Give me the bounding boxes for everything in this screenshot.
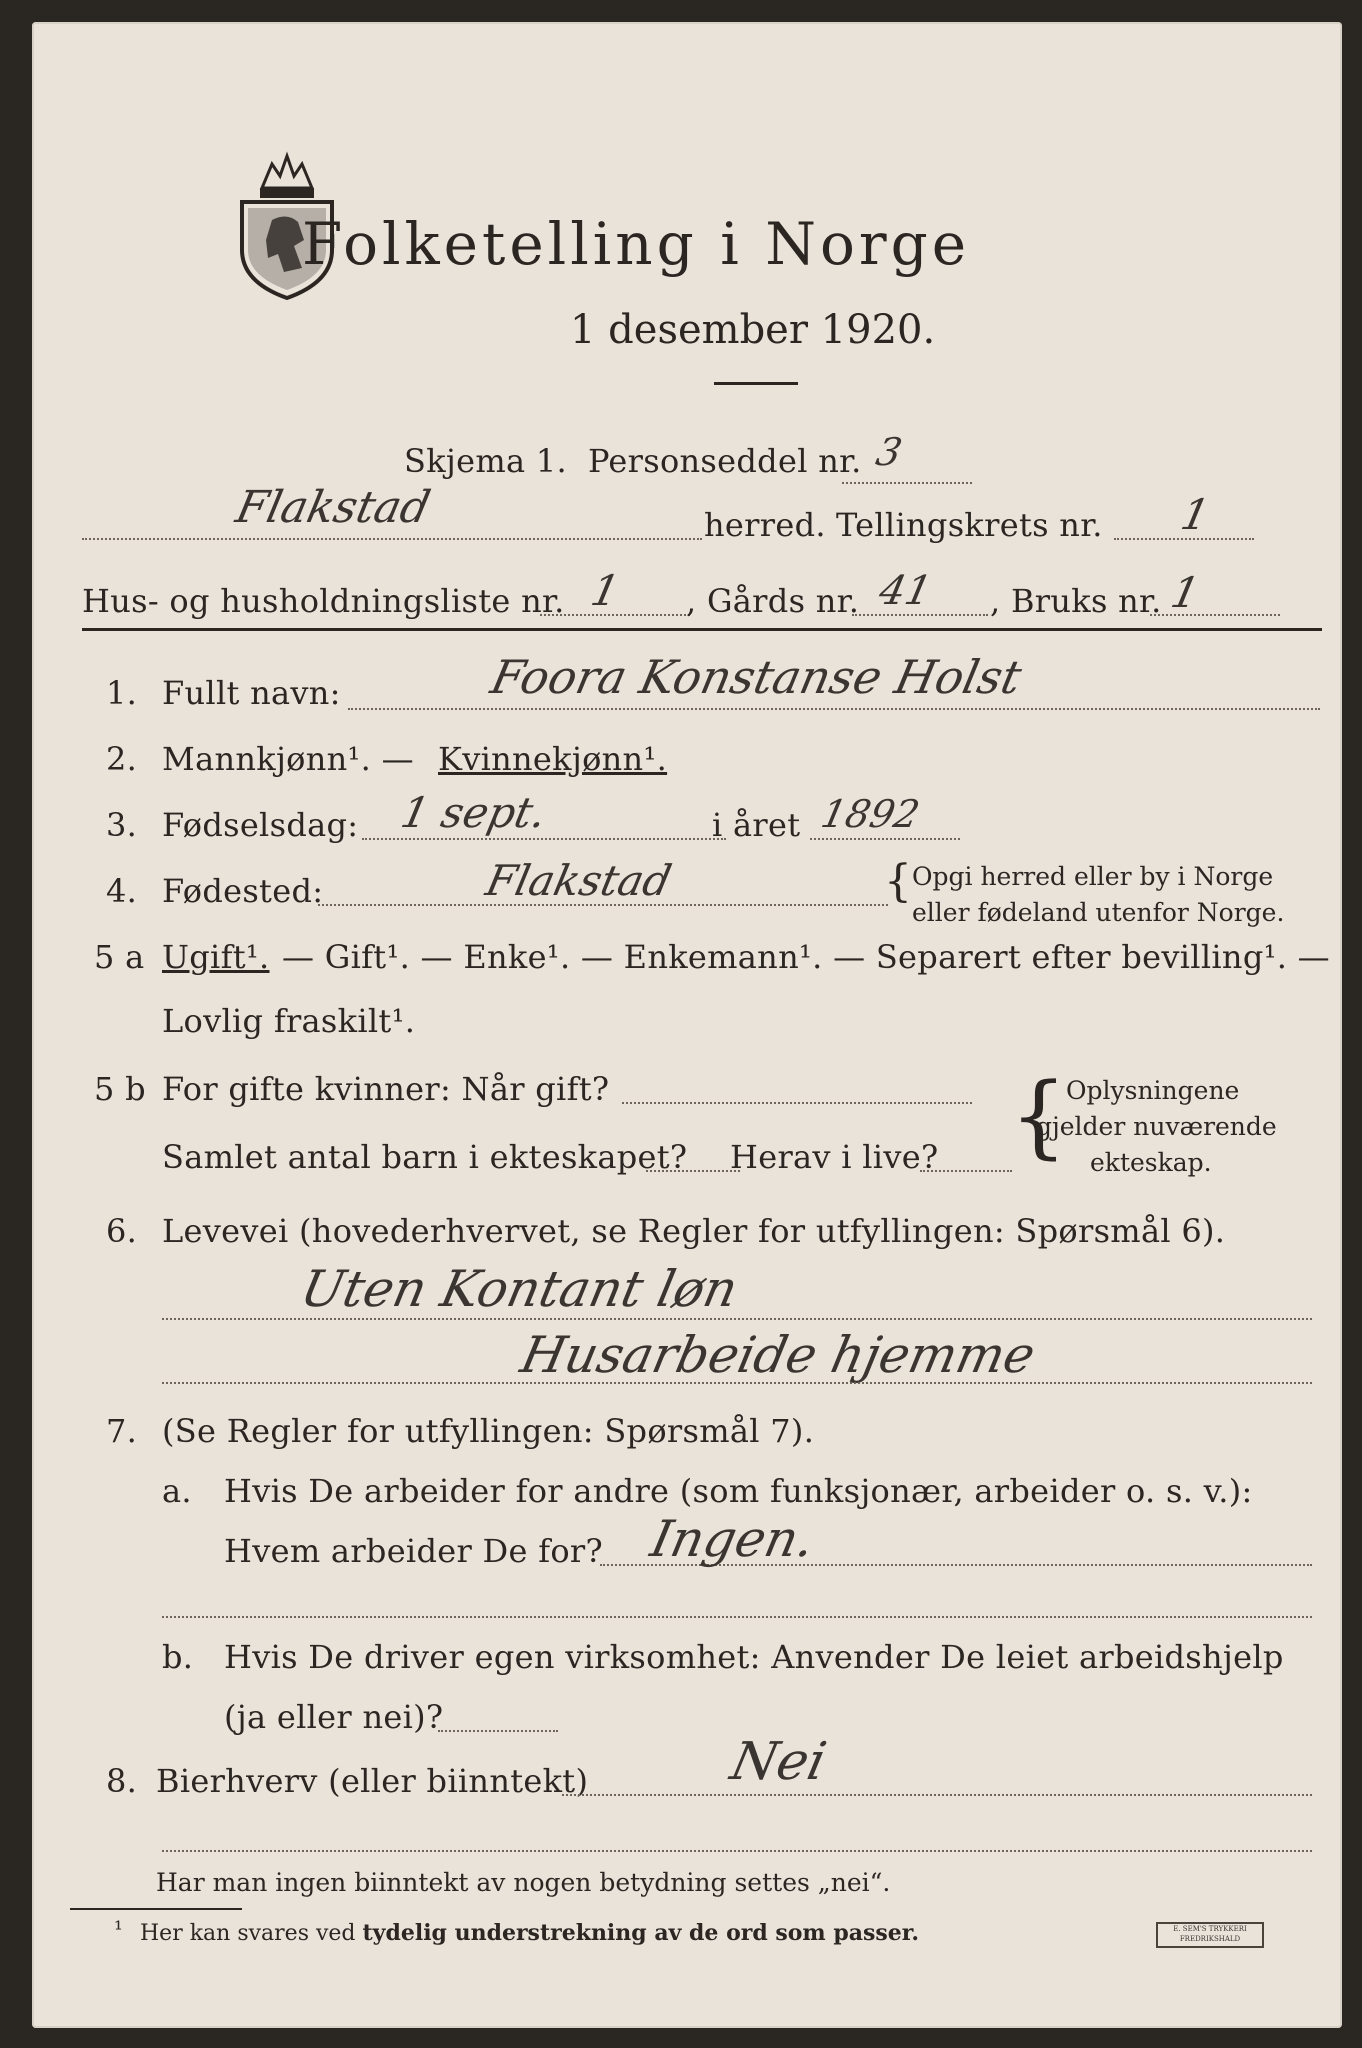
- marital-options[interactable]: — Gift¹. — Enke¹. — Enkemann¹. — Separert efter bevilling¹. —: [282, 938, 1330, 976]
- tellingskrets-label: Tellingskrets nr.: [836, 506, 1103, 544]
- occupation-value-line1: Uten Kontant løn: [295, 1260, 743, 1318]
- printer-stamp: E. SEM'S TRYKKERI FREDRIKSHALD: [1156, 1922, 1264, 1948]
- q5b-married-label: For gifte kvinner: Når gift?: [162, 1070, 610, 1108]
- side-income-field[interactable]: [562, 1794, 1312, 1796]
- q5b-note-line2: gjelder nuværende: [1036, 1112, 1277, 1141]
- children-label: Samlet antal barn i ekteskapet?: [162, 1138, 688, 1176]
- skjema-label: Skjema 1.: [404, 442, 567, 480]
- q7a-letter: a.: [162, 1472, 192, 1510]
- footnote-rule: [70, 1908, 242, 1910]
- herred-value: Flakstad: [231, 482, 435, 533]
- married-date-field[interactable]: [622, 1102, 972, 1104]
- occupation-value-line2: Husarbeide hjemme: [515, 1326, 1041, 1384]
- unmarried-option[interactable]: Ugift¹.: [162, 938, 270, 976]
- q5b-note-line3: ekteskap.: [1090, 1148, 1212, 1177]
- q6-label: Levevei (hovederhvervet, se Regler for utfyllingen: Spørsmål 6).: [162, 1212, 1226, 1250]
- q4-label: Fødested:: [162, 872, 324, 910]
- q7b-line1: Hvis De driver egen virksomhet: Anvender De leiet arbeidshjelp: [224, 1638, 1284, 1676]
- footer-note: Har man ingen biinntekt av nogen betydning settes „nei“.: [156, 1868, 891, 1897]
- q4-brace: {: [884, 856, 912, 907]
- herred-field[interactable]: [82, 538, 702, 540]
- q4-note-line2: eller fødeland utenfor Norge.: [912, 898, 1285, 927]
- q3-number: 3.: [106, 806, 138, 844]
- year-label: i året: [712, 806, 801, 844]
- q7b-letter: b.: [162, 1638, 194, 1676]
- q4-note-line1: Opgi herred eller by i Norge: [912, 862, 1274, 891]
- q1-number: 1.: [106, 674, 138, 712]
- q8-label: Bierhverv (eller biinntekt): [156, 1762, 589, 1800]
- female-option[interactable]: Kvinnekjønn¹.: [438, 740, 668, 778]
- q7b-line2: (ja eller nei)?: [224, 1698, 444, 1736]
- birth-year-field[interactable]: [810, 838, 960, 840]
- gards-value: 41: [875, 568, 936, 614]
- q8-number: 8.: [106, 1762, 138, 1800]
- tellingskrets-value: 1: [1176, 490, 1214, 539]
- q4-number: 4.: [106, 872, 138, 910]
- alive-field[interactable]: [920, 1170, 1012, 1172]
- q7a-line1: Hvis De arbeider for andre (som funksjonær, arbeider o. s. v.):: [224, 1472, 1253, 1510]
- census-form-page: [32, 22, 1342, 2028]
- q1-label: Fullt navn:: [162, 674, 341, 712]
- hus-label: Hus- og husholdningsliste nr.: [82, 582, 565, 620]
- employer-value: Ingen.: [645, 1510, 820, 1568]
- birthplace-value: Flakstad: [481, 856, 676, 905]
- occupation-field-line1[interactable]: [162, 1318, 1312, 1320]
- footnote-mark: ¹: [114, 1918, 123, 1943]
- q7a-line2: Hvem arbeider De for?: [224, 1532, 603, 1570]
- footnote-text-a: Her kan svares ved: [140, 1921, 356, 1946]
- divorced-option[interactable]: Lovlig fraskilt¹.: [162, 1002, 416, 1040]
- gards-label: , Gårds nr.: [686, 582, 860, 620]
- employer-field-line2[interactable]: [162, 1616, 1312, 1618]
- full-name-value: Foora Konstanse Holst: [486, 650, 1027, 704]
- hus-field[interactable]: [540, 614, 690, 616]
- full-name-field[interactable]: [348, 708, 1320, 710]
- bruks-value: 1: [1166, 568, 1204, 617]
- bruks-label: , Bruks nr.: [990, 582, 1162, 620]
- side-income-value: Nei: [725, 1732, 832, 1792]
- male-option[interactable]: Mannkjønn¹. —: [162, 740, 414, 778]
- q5b-note-line1: Oplysningene: [1066, 1076, 1240, 1105]
- q7-label: (Se Regler for utfyllingen: Spørsmål 7).: [162, 1412, 815, 1450]
- q3-label: Fødselsdag:: [162, 806, 359, 844]
- birth-year-value: 1892: [817, 792, 924, 836]
- q7-number: 7.: [106, 1412, 138, 1450]
- personseddel-value: 3: [872, 430, 906, 474]
- q5b-number: 5 b: [94, 1070, 146, 1108]
- gards-field[interactable]: [852, 614, 988, 616]
- hired-help-field[interactable]: [438, 1730, 558, 1732]
- personseddel-label: Personseddel nr.: [588, 442, 862, 480]
- q5b-brace: {: [1010, 1064, 1068, 1169]
- hus-value: 1: [586, 566, 624, 615]
- children-field[interactable]: [646, 1170, 740, 1172]
- occupation-field-line2[interactable]: [162, 1382, 1312, 1384]
- personseddel-field[interactable]: [842, 482, 972, 484]
- page-title: Folketelling i Norge: [302, 210, 971, 278]
- census-date: 1 desember 1920.: [570, 307, 936, 353]
- birthday-field[interactable]: [362, 838, 726, 840]
- birthday-value: 1 sept.: [396, 788, 551, 837]
- herred-label: herred.: [704, 506, 826, 544]
- title-divider: [714, 382, 798, 385]
- q2-number: 2.: [106, 740, 138, 778]
- footnote-text-b: tydelig understrekning av de ord som passer.: [362, 1920, 920, 1946]
- q6-number: 6.: [106, 1212, 138, 1250]
- side-income-field-line2[interactable]: [162, 1850, 1312, 1852]
- header-separator: [82, 628, 1322, 631]
- q5a-number: 5 a: [94, 938, 145, 976]
- alive-label: Herav i live?: [730, 1138, 939, 1176]
- footnote-text: [140, 1920, 919, 1946]
